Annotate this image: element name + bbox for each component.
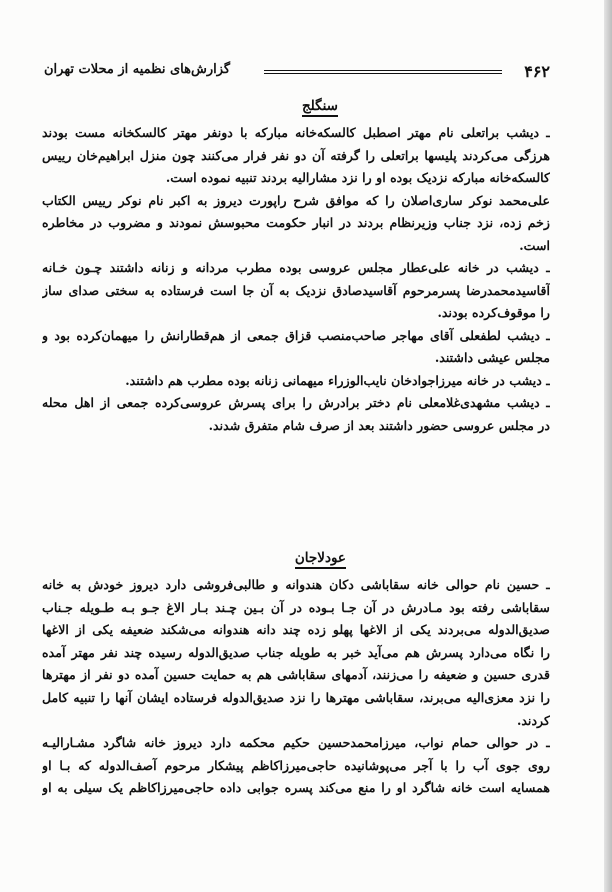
running-title: گزارش‌های نظمیه از محلات تهران [44, 62, 231, 77]
text-line: آقاسیدمحمدرضا پسرمرحوم آقاسیدصادق نزدیک به آن جا است فرستاده به سختی صدای ساز [42, 282, 550, 298]
text-line: ـ دیشب در خانه علی‌عطار مجلس عروسی بوده مطرب مردانه و زنانه داشتند چـون خـانه [42, 260, 550, 275]
text-line: صدیق‌الدوله می‌بردند یکی از الاغها پهلو زده چند دانه هندوانه می‌شکند ضعیفه یکی از الاغها [42, 622, 550, 638]
text-line: ـ در حوالی حمام نواب، میرزامحمدحسین حکیم محکمه دارد دیروز خانه شاگرد مشـارالیـه [42, 735, 550, 751]
page-number: ۴۶۲ [524, 62, 550, 81]
text-line: زخم زده، نزد جناب وزیرنظام بردند در انبار حکومت محبوسش نمودند و مضروب در مخاطره [42, 215, 550, 230]
text-line: همسایه است خانه شاگرد او را منع می‌کند پسره جوابی داده حاجی‌میرزاکاظم یک سیلی به او [42, 780, 550, 796]
page-edge [604, 0, 612, 892]
running-header [44, 62, 550, 84]
text-line: در مجلس عروسی حضور داشتند بعد از صرف شام متفرق شدند. [208, 417, 550, 433]
text-line: ـ دیشب لطفعلی آقای مهاجر صاحب‌منصب قزاق جمعی از هم‌قطارانش را میهمان‌کرده بود و [42, 327, 550, 343]
text-line: روی جوی آب را با آجر می‌پوشانیده حاجی‌میرزاکاظم پیشکار مرحوم آصف‌الدوله که بـا او [42, 757, 550, 773]
text-line: ـ دیشب در خانه میرزاجوادخان نایب‌الوزراء میهمانی زنانه بوده مطرب هم داشتند. [125, 372, 550, 388]
text-line: قدری حسین و ضعیفه را می‌زنند، آدمهای سقاباشی هم به حمایت حسین آمده دو نفر از مهترها [42, 667, 550, 683]
text-line: را نزد معزی‌الیه می‌برند، سقاباشی مهترها را نزد صدیق‌الدوله فرستاده ایشان آنها را تنبیه کامل [42, 690, 550, 705]
text-line: سقاباشی رفته بود مـادرش در آن جـا بـوده در آن بـین چـند بـار الاغ جـو بـه طـویله جـناب [42, 599, 550, 615]
text-line: ـ حسین نام حوالی خانه سقاباشی دکان هندوانه و طالبی‌فروشی دارد دیروز خودش به خانه [42, 577, 550, 592]
text-line: ـ دیشب براتعلی نام مهتر اصطبل کالسکه‌خانه مبارکه با دونفر مهتر کالسکخانه مست بودند [42, 125, 550, 140]
text-line: را موقوف‌کرده بودند. [437, 305, 550, 320]
text-line: ـ دیشب مشهدی‌غلامعلی نام دختر برادرش را برای پسرش عروسی‌کرده جمعی از اهل محله [42, 395, 550, 410]
text-line: مجلس عیشی داشتند. [434, 350, 550, 365]
text-line: کالسکه‌خانه مبارکه نزدیک بوده او را نزد مشارالیه بردند تنبیه نموده است. [165, 170, 550, 185]
text-line: هرزگی می‌کردند پلیسها براتعلی را گرفته آن دو نفر فرار می‌کنند چون منزل ابراهیم‌خان رییس [42, 147, 550, 163]
text-line: را نگاه می‌دارد پسرش هم می‌آید خبر به طویله جناب صدیق‌الدوله رسیده چند نفر مهتر آمده [42, 644, 550, 660]
text-line: علی‌محمد نوکر ساری‌اصلان را که موافق شرح راپورت دیروز به اکبر نام نوکر رییس الکتاب [42, 192, 550, 208]
section-title-oudlajan: عودلاجان [295, 550, 346, 569]
text-line: است. [519, 237, 550, 253]
section-title-sanglaj: سنگلج [302, 98, 338, 117]
header-rule [264, 70, 502, 74]
text-line: کردند. [516, 712, 550, 728]
